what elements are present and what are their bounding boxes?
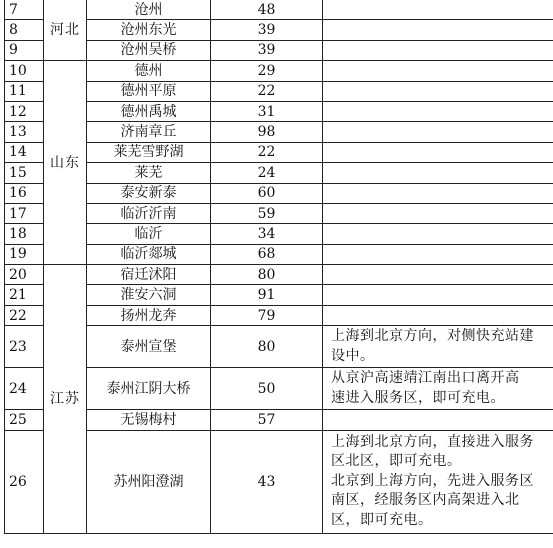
charging-station-table [4, 0, 553, 534]
station-name: 临沂 [87, 224, 211, 244]
row-number: 15 [5, 163, 44, 183]
note-cell [323, 101, 553, 121]
note-cell [323, 326, 553, 368]
table-row [5, 81, 553, 101]
note-line: 上海到北京方向，对侧快充站建 [331, 328, 534, 345]
row-number: 8 [5, 20, 44, 40]
station-name: 泰州江阴大桥 [87, 368, 211, 410]
charger-count: 80 [211, 265, 323, 285]
station-name: 德州禹城 [87, 101, 211, 121]
charger-count: 43 [211, 430, 323, 533]
table-row [5, 285, 553, 305]
charger-count: 29 [211, 61, 323, 81]
station-name: 淮安六洞 [87, 285, 211, 305]
station-name: 莱芜雪野湖 [87, 142, 211, 162]
province-cell-jiangsu: 江苏 [44, 265, 87, 534]
row-number: 22 [5, 305, 44, 325]
note-line: 设中。 [331, 347, 375, 364]
note-cell [323, 142, 553, 162]
row-number: 9 [5, 40, 44, 60]
station-name: 沧州 [87, 0, 211, 20]
note-cell [323, 163, 553, 183]
row-number: 16 [5, 183, 44, 203]
row-number: 24 [5, 368, 44, 410]
row-number: 12 [5, 101, 44, 121]
charger-count: 60 [211, 183, 323, 203]
station-name: 无锡梅村 [87, 410, 211, 430]
table-row [5, 101, 553, 121]
charger-count: 91 [211, 285, 323, 305]
charger-count: 39 [211, 20, 323, 40]
charger-count: 98 [211, 122, 323, 142]
row-number: 13 [5, 122, 44, 142]
row-number: 17 [5, 203, 44, 223]
charger-count: 34 [211, 224, 323, 244]
note-cell [323, 203, 553, 223]
province-cell-shandong: 山东 [44, 61, 87, 265]
row-number: 25 [5, 410, 44, 430]
station-name: 德州 [87, 61, 211, 81]
note-cell [323, 40, 553, 60]
charger-count: 68 [211, 244, 323, 264]
row-number: 7 [5, 0, 44, 20]
charger-count: 57 [211, 410, 323, 430]
charger-count: 24 [211, 163, 323, 183]
table-row [5, 142, 553, 162]
table-row [5, 40, 553, 60]
charger-count: 22 [211, 142, 323, 162]
station-name: 济南章丘 [87, 122, 211, 142]
station-name: 扬州龙奔 [87, 305, 211, 325]
row-number: 20 [5, 265, 44, 285]
table-row [5, 244, 553, 264]
table-row [5, 430, 553, 533]
note-cell [323, 20, 553, 40]
note-cell [323, 305, 553, 325]
table-row [5, 326, 553, 368]
note-cell [323, 61, 553, 81]
station-name: 临沂沂南 [87, 203, 211, 223]
note-cell [323, 81, 553, 101]
province-cell-hebei: 河北 [44, 0, 87, 61]
row-number: 11 [5, 81, 44, 101]
row-number: 19 [5, 244, 44, 264]
note-cell [323, 410, 553, 430]
note-cell [323, 430, 553, 533]
row-number: 21 [5, 285, 44, 305]
charger-count: 50 [211, 368, 323, 410]
note-cell [323, 183, 553, 203]
row-number: 23 [5, 326, 44, 368]
note-line: 区，即可充电。 [331, 511, 433, 528]
charger-count: 80 [211, 326, 323, 368]
table-row [5, 61, 553, 81]
note-line: 北京到上海方向，先进入服务区 [331, 472, 534, 489]
station-name: 沧州东光 [87, 20, 211, 40]
note-line: 区北区，即可充电。 [331, 453, 462, 470]
station-name: 苏州阳澄湖 [87, 430, 211, 533]
station-name: 临沂郯城 [87, 244, 211, 264]
note-line: 南区，经服务区内高架进入北 [331, 492, 520, 509]
station-name: 泰安新泰 [87, 183, 211, 203]
row-number: 10 [5, 61, 44, 81]
row-number: 18 [5, 224, 44, 244]
note-cell [323, 0, 553, 20]
note-cell [323, 122, 553, 142]
table-row [5, 265, 553, 285]
table-row [5, 410, 553, 430]
station-name: 泰州宣堡 [87, 326, 211, 368]
note-cell [323, 244, 553, 264]
charger-count: 39 [211, 40, 323, 60]
row-number: 26 [5, 430, 44, 533]
note-line: 上海到北京方向，直接进入服务 [331, 433, 534, 450]
charger-count: 48 [211, 0, 323, 20]
charger-count: 79 [211, 305, 323, 325]
table-row [5, 0, 553, 20]
table-row [5, 163, 553, 183]
charger-count: 31 [211, 101, 323, 121]
table-row [5, 20, 553, 40]
table-row [5, 122, 553, 142]
note-cell [323, 285, 553, 305]
note-cell [323, 265, 553, 285]
charger-count: 59 [211, 203, 323, 223]
station-name: 莱芜 [87, 163, 211, 183]
table-row [5, 224, 553, 244]
note-cell [323, 224, 553, 244]
station-name: 宿迁沭阳 [87, 265, 211, 285]
station-name: 德州平原 [87, 81, 211, 101]
table-row [5, 183, 553, 203]
station-name: 沧州吴桥 [87, 40, 211, 60]
charger-count: 22 [211, 81, 323, 101]
note-line: 速进入服务区，即可充电。 [331, 389, 505, 406]
table-row [5, 203, 553, 223]
table-row [5, 368, 553, 410]
note-cell [323, 368, 553, 410]
note-line: 从京沪高速靖江南出口离开高 [331, 370, 520, 387]
table-row [5, 305, 553, 325]
row-number: 14 [5, 142, 44, 162]
